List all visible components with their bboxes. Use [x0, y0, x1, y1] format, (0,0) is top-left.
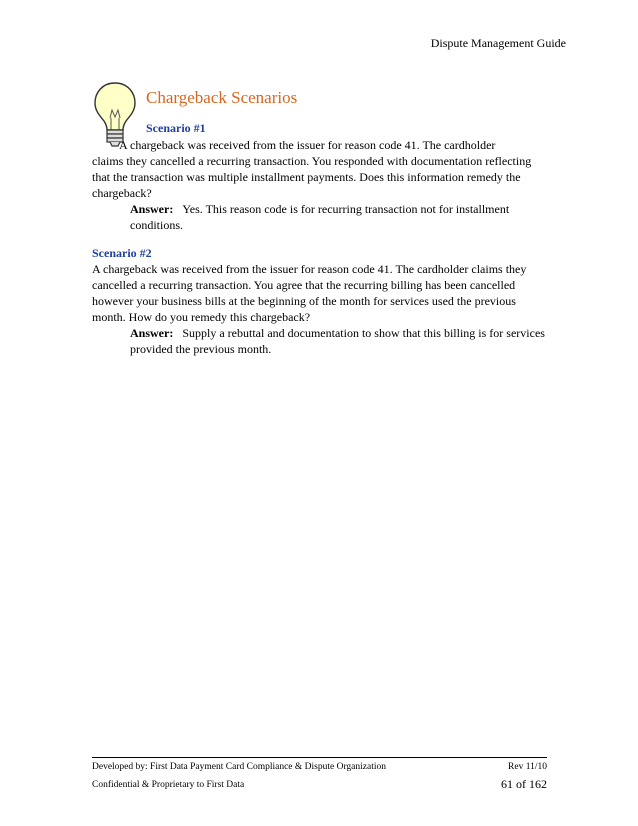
answer-label: Answer: [130, 326, 174, 340]
scenario-2-body: A chargeback was received from the issuer for reason code 41. The cardholder claims they cancelled a recurring transaction. You agree that the recurring billing has been cancelled however your business bills at the beginning of the month for services used the previous month. How do you remedy this chargeback? [92, 262, 527, 324]
scenario-2-heading: Scenario #2 [92, 246, 152, 260]
scenario-1-block [92, 153, 547, 233]
page-header-title: Dispute Management Guide [430, 36, 566, 50]
answer-label: Answer: [130, 202, 174, 216]
footer-developed-by: Developed by: First Data Payment Card Compliance & Dispute Organization [92, 762, 386, 772]
answer-text: Supply a rebuttal and documentation to show that this billing is for services provided the previous month. [130, 326, 545, 356]
page-number: 61 of 162 [501, 777, 547, 791]
footer-confidential: Confidential & Proprietary to First Data [92, 780, 245, 790]
scenario-2-block [92, 245, 547, 357]
scenario-1-body: claims they cancelled a recurring transaction. You responded with documentation reflecting that the transaction was multiple installment payments. Does this information remedy the chargeback? [92, 154, 532, 200]
scenario-2-answer [130, 325, 547, 357]
footer-revision: Rev 11/10 [508, 762, 547, 772]
scenario-1-answer [130, 201, 547, 233]
footer-divider [92, 757, 547, 758]
scenario-1-first-line: A chargeback was received from the issuer for reason code 41. The cardholder [119, 138, 496, 152]
answer-text: Yes. This reason code is for recurring transaction not for installment conditions. [130, 202, 510, 232]
scenario-1-heading: Scenario #1 [146, 121, 206, 135]
section-title: Chargeback Scenarios [146, 88, 298, 107]
